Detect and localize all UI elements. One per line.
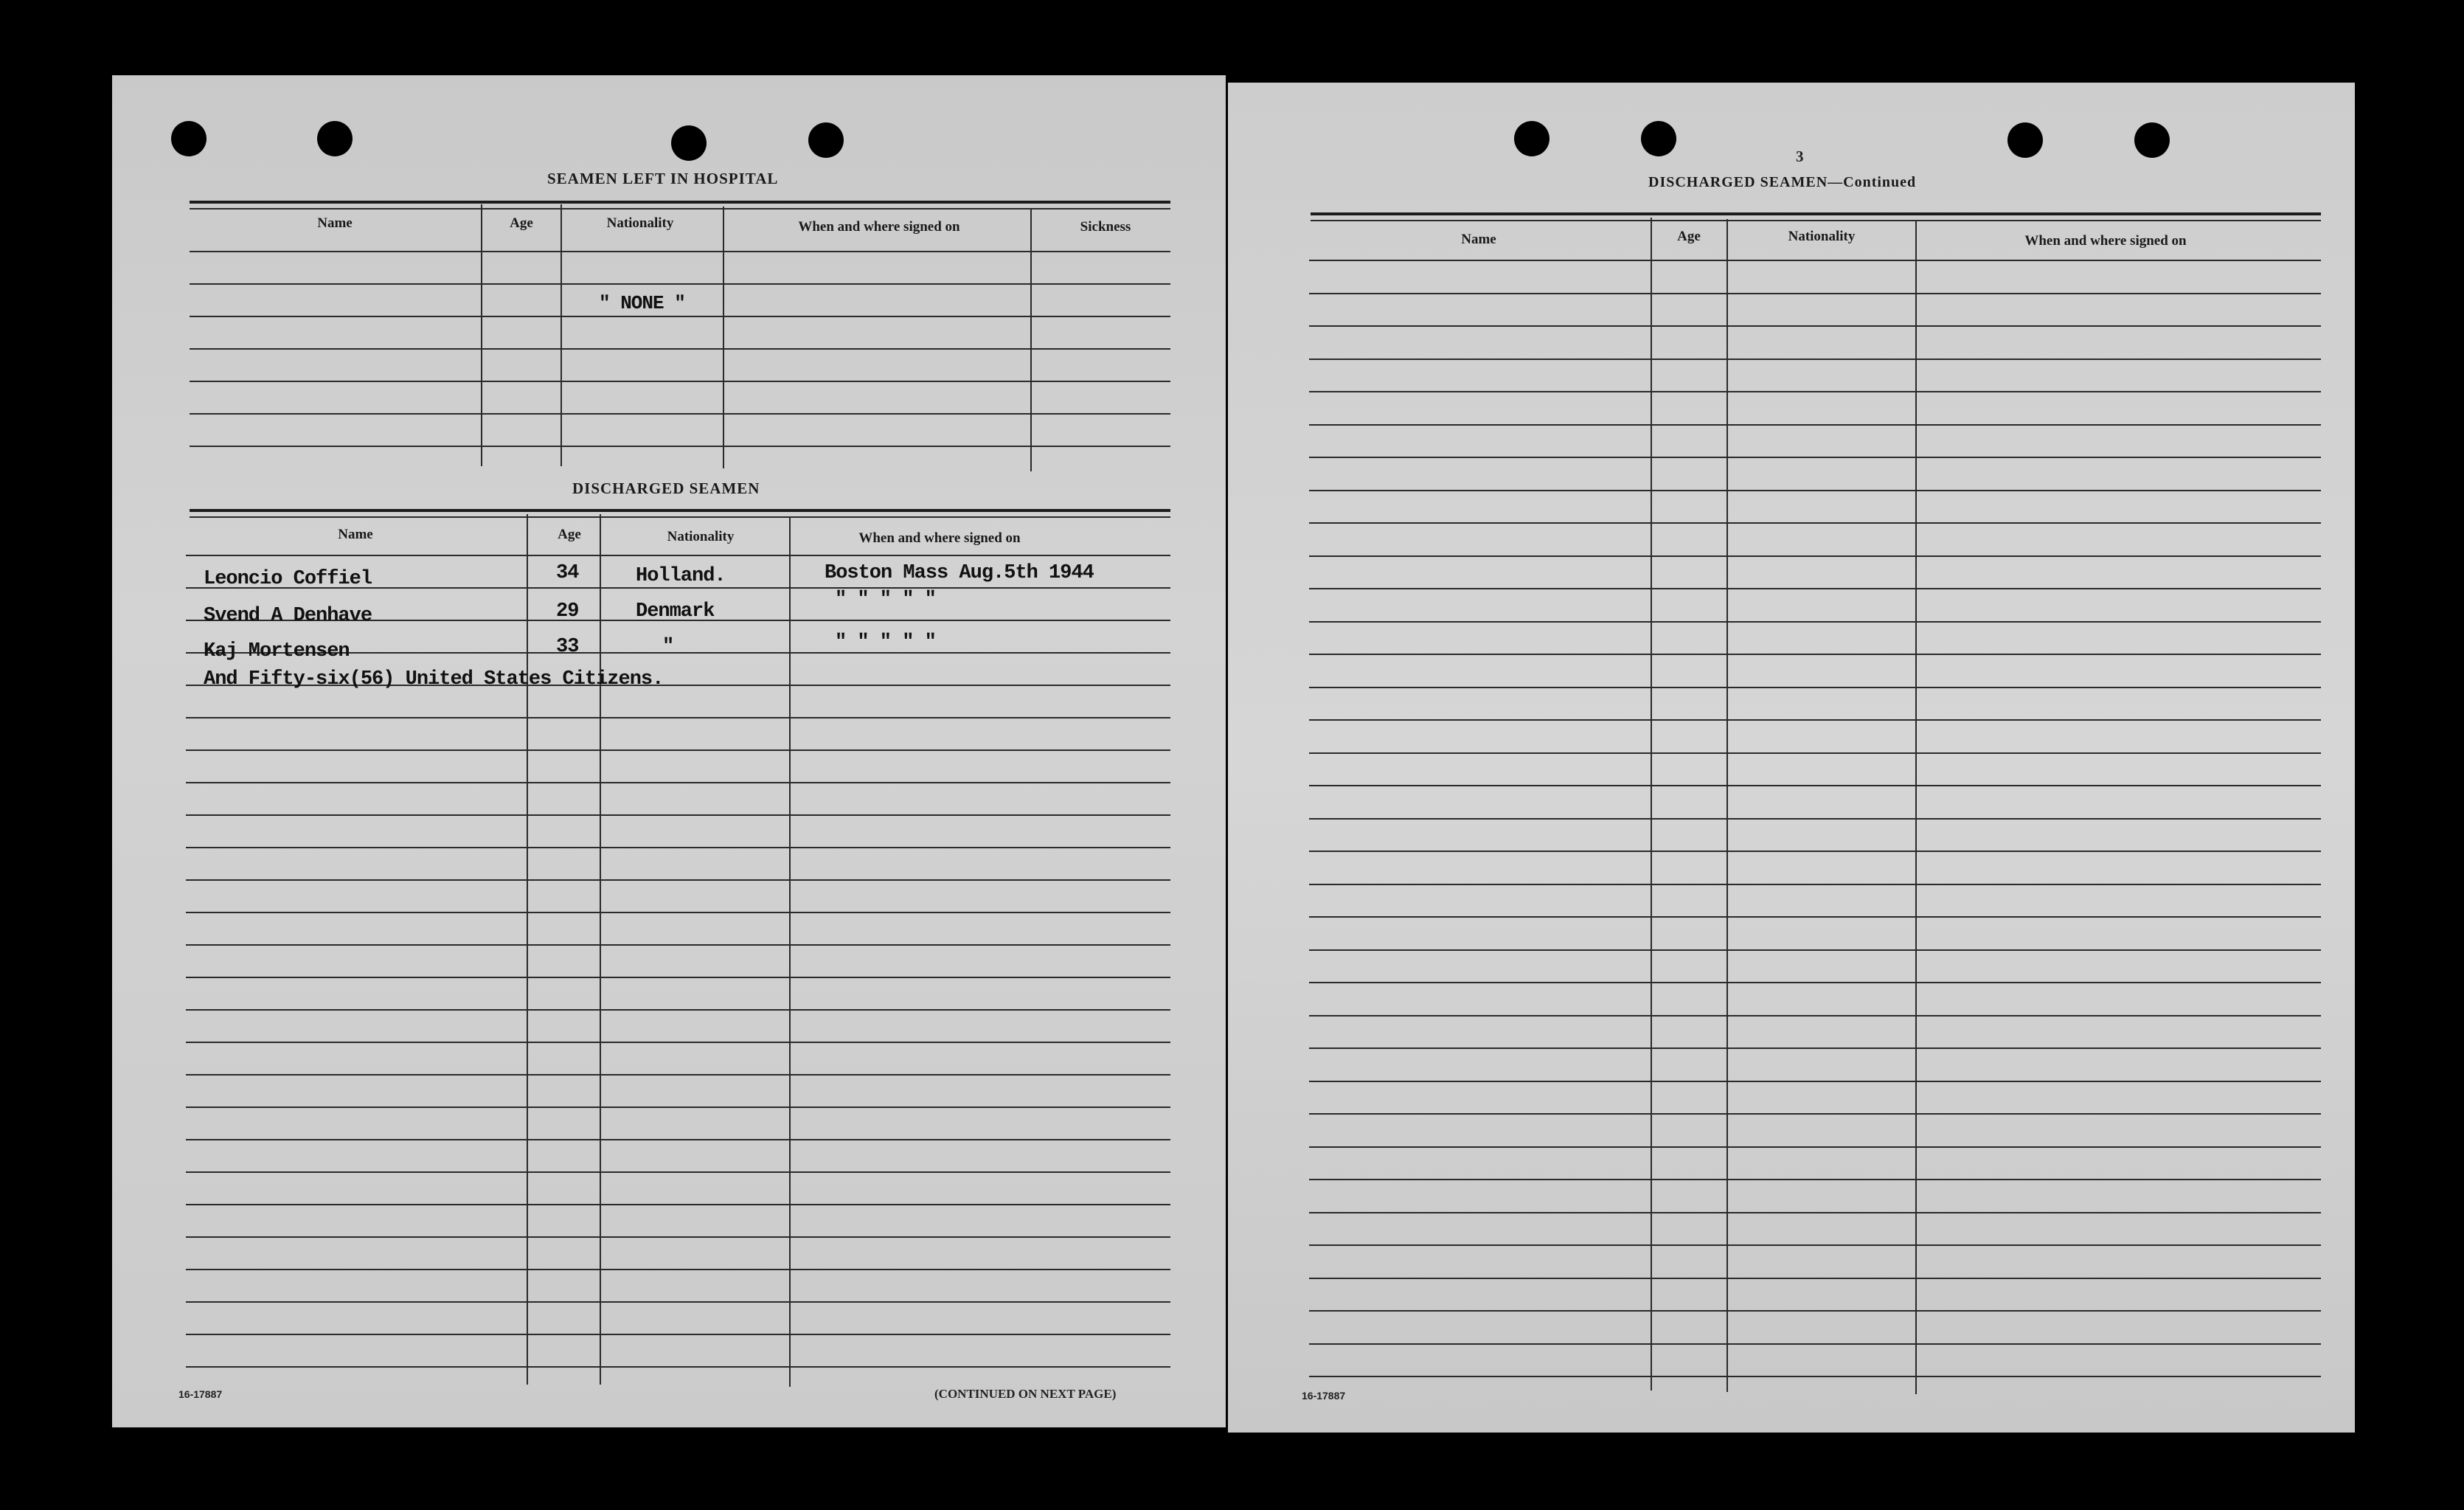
row-rule <box>1309 555 2321 557</box>
punch-hole <box>808 122 844 158</box>
row-rule <box>1309 1244 2321 1246</box>
column-divider <box>789 516 791 1387</box>
page-number: 3 <box>1796 148 1804 165</box>
row-rule <box>1309 490 2321 491</box>
row-rule <box>186 1269 1170 1270</box>
row-rule <box>186 749 1170 751</box>
hospital-col-name: Name <box>317 215 353 231</box>
punch-hole <box>171 121 207 156</box>
row-rule <box>186 1042 1170 1043</box>
row-rule <box>1309 851 2321 852</box>
right-page-title: DISCHARGED SEAMEN—Continued <box>1648 174 1917 190</box>
row-rule <box>1309 1146 2321 1148</box>
continued-note: (CONTINUED ON NEXT PAGE) <box>934 1387 1117 1401</box>
row-rule <box>186 1301 1170 1303</box>
row-rule <box>1309 818 2321 820</box>
column-divider <box>1030 209 1032 471</box>
left-page <box>112 75 1226 1427</box>
row-rule <box>186 1139 1170 1140</box>
seaman-3-signed-on: " " " " " <box>835 631 936 654</box>
row-rule <box>190 413 1170 415</box>
form-number: 16-17887 <box>178 1388 223 1400</box>
hospital-col-signed-on: When and where signed on <box>798 219 960 235</box>
row-rule <box>190 348 1170 350</box>
row-rule <box>1309 1310 2321 1312</box>
seaman-3-nationality: " <box>662 636 674 658</box>
hospital-section-title: SEAMEN LEFT IN HOSPITAL <box>547 170 779 187</box>
row-rule <box>186 782 1170 783</box>
column-divider <box>600 514 601 1385</box>
discharged-col-signed-on: When and where signed on <box>858 530 1021 546</box>
rule <box>190 516 1170 518</box>
row-rule <box>1309 884 2321 885</box>
right-col-nationality: Nationality <box>1788 229 1856 244</box>
seaman-2-signed-on: " " " " " <box>835 589 936 611</box>
seaman-1-nationality: Holland. <box>636 565 726 587</box>
row-rule <box>190 283 1170 285</box>
row-rule <box>1309 1212 2321 1213</box>
row-rule <box>1309 654 2321 655</box>
punch-hole <box>1514 121 1549 156</box>
row-rule <box>186 944 1170 946</box>
row-rule <box>1309 391 2321 392</box>
row-rule <box>186 814 1170 816</box>
row-rule <box>1309 1343 2321 1345</box>
row-rule <box>190 316 1170 317</box>
column-divider <box>527 514 528 1385</box>
row-rule <box>1309 293 2321 294</box>
seaman-1-signed-on: Boston Mass Aug.5th 1944 <box>825 562 1094 584</box>
column-divider <box>1915 221 1917 1394</box>
discharged-col-name: Name <box>338 527 373 542</box>
row-rule <box>190 251 1170 252</box>
seaman-1-age: 34 <box>556 562 579 584</box>
row-rule <box>1309 1047 2321 1049</box>
row-rule <box>1309 1015 2321 1017</box>
seaman-2-nationality: Denmark <box>636 600 715 623</box>
punch-hole <box>671 125 707 161</box>
column-divider <box>481 204 482 466</box>
row-rule <box>186 1334 1170 1335</box>
row-rule <box>1309 982 2321 983</box>
right-page <box>1228 83 2355 1433</box>
row-rule <box>186 1009 1170 1011</box>
row-rule <box>186 977 1170 978</box>
row-rule <box>1309 1278 2321 1279</box>
row-rule <box>186 1236 1170 1238</box>
row-rule <box>186 879 1170 881</box>
seaman-3-age: 33 <box>556 636 579 658</box>
right-col-signed-on: When and where signed on <box>2024 233 2187 249</box>
seaman-3-name: Kaj Mortensen <box>204 640 350 662</box>
seaman-2-name: Svend A Denhave <box>204 605 372 627</box>
hospital-col-nationality: Nationality <box>606 215 674 231</box>
column-divider <box>1651 218 1652 1390</box>
row-rule <box>186 847 1170 848</box>
row-rule <box>1309 621 2321 623</box>
row-rule <box>1309 260 2321 261</box>
punch-hole <box>2007 122 2043 158</box>
row-rule <box>1309 687 2321 688</box>
row-rule <box>190 446 1170 447</box>
right-col-name: Name <box>1461 232 1496 247</box>
punch-hole <box>2134 122 2170 158</box>
row-rule <box>1309 588 2321 589</box>
row-rule <box>1309 457 2321 458</box>
row-rule <box>186 1074 1170 1076</box>
rule <box>1311 220 2321 221</box>
row-rule <box>1309 785 2321 786</box>
row-rule <box>1309 752 2321 754</box>
punch-hole <box>317 121 353 156</box>
column-divider <box>561 204 562 466</box>
row-rule <box>1309 325 2321 327</box>
discharged-col-nationality: Nationality <box>667 529 735 544</box>
row-rule <box>1309 1113 2321 1115</box>
row-rule <box>1309 1179 2321 1180</box>
seaman-1-name: Leoncio Coffiel <box>204 568 372 590</box>
row-rule <box>1309 719 2321 721</box>
row-rule <box>1309 1376 2321 1377</box>
hospital-entry: " NONE " <box>599 292 685 314</box>
row-rule <box>186 1366 1170 1368</box>
form-number: 16-17887 <box>1302 1390 1346 1402</box>
hospital-col-sickness: Sickness <box>1080 219 1131 235</box>
row-rule <box>186 717 1170 718</box>
row-rule <box>186 912 1170 913</box>
row-rule <box>1309 1081 2321 1082</box>
row-rule <box>1309 359 2321 360</box>
row-rule <box>1309 522 2321 524</box>
column-divider <box>723 207 724 468</box>
row-rule <box>1309 424 2321 426</box>
row-rule <box>1309 949 2321 951</box>
right-col-age: Age <box>1677 229 1701 244</box>
column-divider <box>1726 219 1728 1392</box>
seaman-2-age: 29 <box>556 600 579 623</box>
rule <box>190 208 1170 209</box>
rule <box>190 201 1170 204</box>
discharged-section-title: DISCHARGED SEAMEN <box>572 479 760 497</box>
row-rule <box>186 1106 1170 1108</box>
row-rule <box>186 1171 1170 1173</box>
row-rule <box>190 381 1170 382</box>
row-rule <box>186 1204 1170 1205</box>
hospital-col-age: Age <box>510 215 533 231</box>
discharged-col-age: Age <box>558 527 581 542</box>
row-rule <box>186 555 1170 556</box>
row-rule <box>1309 916 2321 918</box>
rule <box>1311 212 2321 215</box>
citizens-note: And Fifty-six(56) United States Citizens. <box>204 668 664 690</box>
rule <box>190 509 1170 512</box>
punch-hole <box>1641 121 1676 156</box>
